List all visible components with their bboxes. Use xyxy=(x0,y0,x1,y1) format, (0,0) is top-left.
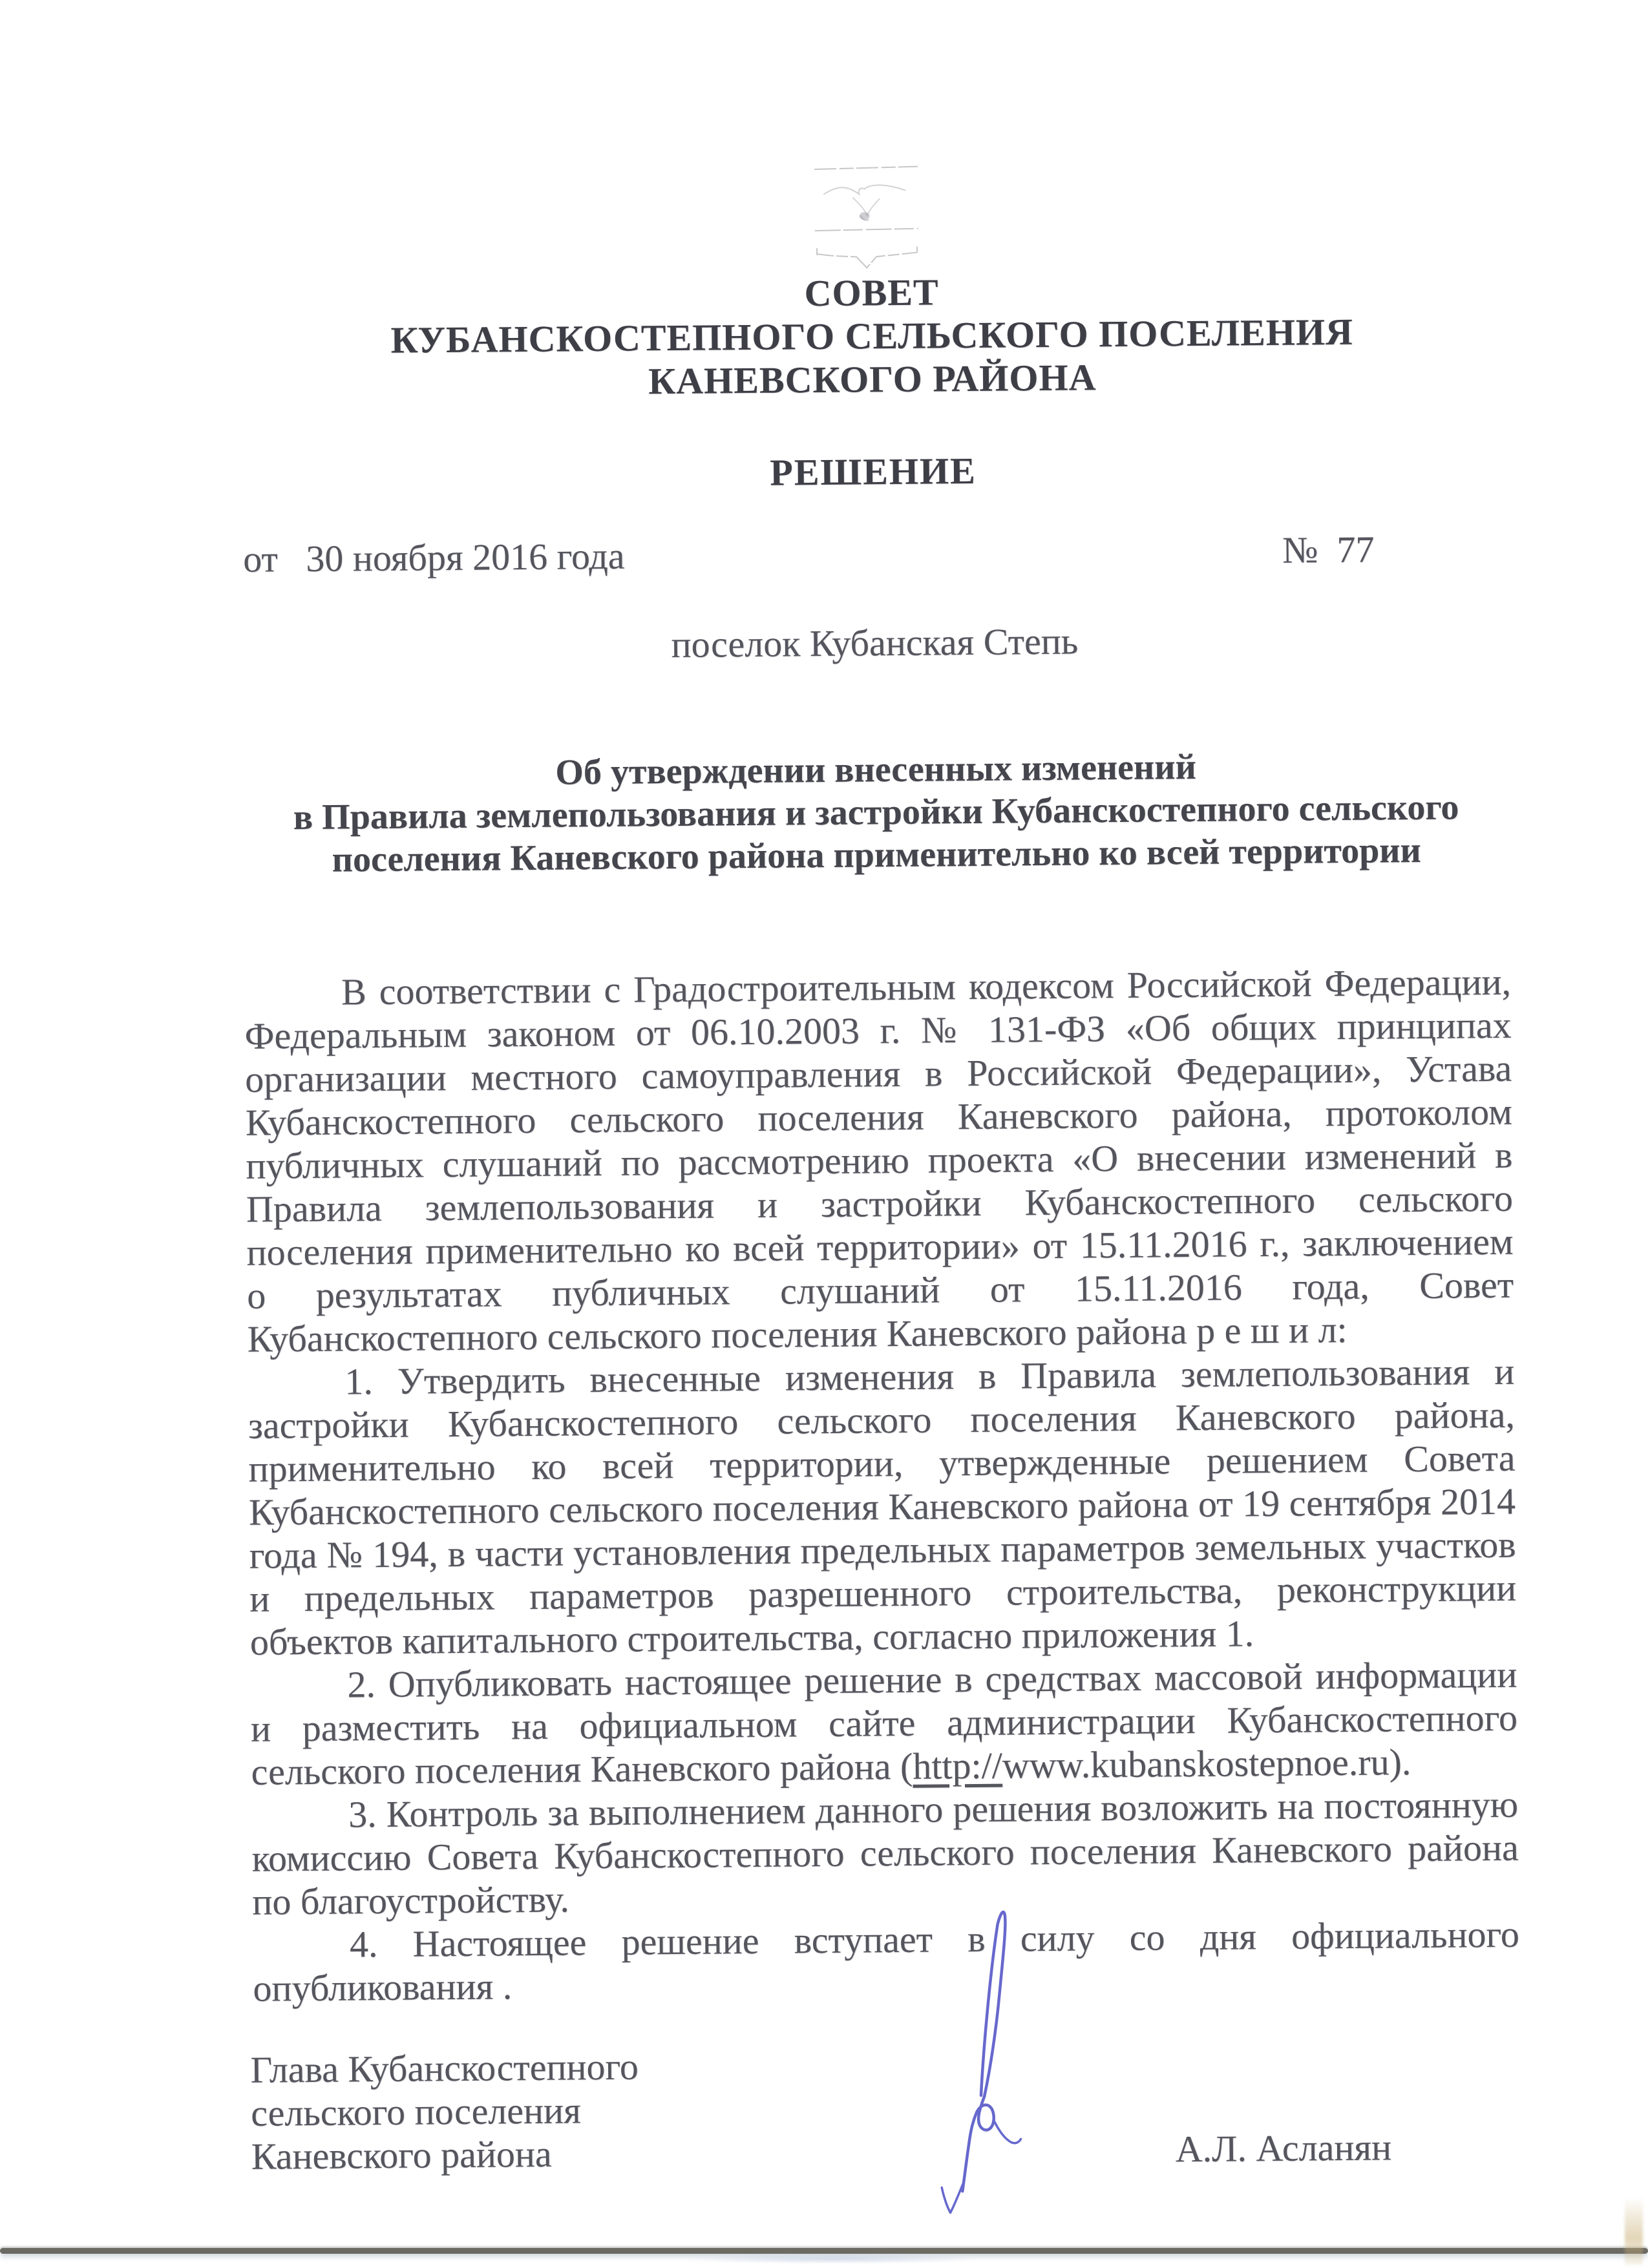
item-2-text: 2. Опубликовать настоящее решение в средствах массовой информации и разместить на официальном сайте администрации Кубанскостепного сельского поселения Каневского района ( xyxy=(250,1653,1518,1793)
doc-number: № 77 xyxy=(1282,528,1375,571)
paragraph-item-1: 1. Утвердить внесенные изменения в Правила землепользования и застройки Кубанскостепного сельского поселения Каневского района, применительно ко всей территории, утвержденные решением Совета Кубанскостепного сельского поселения Каневского района от 19 сентября 2014 года № 194, в части установления предельных параметров земельных участков и предельных параметров разрешенного строительства, реконструкции объектов капитального строительства, согласно приложения 1. xyxy=(248,1350,1517,1663)
signatory-title-block xyxy=(250,2045,639,2178)
scanner-edge-shadow xyxy=(0,2248,1648,2254)
paragraph-item-3: 3. Контроль за выполнением данного решения возложить на постоянную комиссию Совета Кубанскостепного сельского поселения Каневского района по благоустройству. xyxy=(251,1783,1519,1923)
doc-title-line2: в Правила землепользования и застройки Кубанскостепного сельского xyxy=(293,787,1459,838)
doc-title-line1: Об утверждении внесенных изменений xyxy=(555,746,1197,793)
paragraph-item-4: 4. Настоящее решение вступает в силу со дня официального опубликования . xyxy=(253,1913,1520,2010)
doc-place: поселок Кубанская Степь xyxy=(671,620,1079,666)
coat-of-arms-emblem xyxy=(807,158,925,286)
paragraph-item-2 xyxy=(250,1653,1518,1794)
doc-date: от 30 ноября 2016 года xyxy=(242,534,625,580)
website-url-underlined: http:// xyxy=(912,1744,1003,1787)
org-header xyxy=(238,266,1506,406)
signatory-name: А.Л. Асланян xyxy=(1175,2126,1392,2170)
org-header-line2: КУБАНСКОСТЕПНОГО СЕЛЬСКОГО ПОСЕЛЕНИЯ xyxy=(390,310,1354,361)
scanner-right-streak-artifact xyxy=(1625,2197,1643,2265)
signatory-title-line1: Глава Кубанскостепного xyxy=(250,2045,639,2091)
doc-title-line3: поселения Каневского района применительно ко всей территории xyxy=(332,830,1422,880)
scanner-smear-artifact xyxy=(685,2254,982,2264)
doc-body xyxy=(244,960,1520,2010)
signatory-title-line2: сельского поселения xyxy=(250,2089,581,2134)
signatory-title-line3: Каневского района xyxy=(251,2132,552,2178)
doc-title xyxy=(242,743,1510,882)
org-header-line3: КАНЕВСКОГО РАЙОНА xyxy=(648,356,1097,403)
doc-type-heading: РЕШЕНИЕ xyxy=(770,449,977,494)
org-header-line1: СОВЕТ xyxy=(804,271,939,315)
paragraph-preamble: В соответствии с Градостроительным кодексом Российской Федерации, Федеральным законом от 06.10.2003 г. № 131-ФЗ «Об общих принципах организации местного самоуправления в Российской Федерации», Устава Кубанскостепного сельского поселения Каневского района, протоколом публичных слушаний по рассмотрению проекта «О внесении изменений в Правила землепользования и застройки Кубанскостепного сельского поселения применительно ко всей территории» от 15.11.2016 г., заключением о результатах публичных слушаний от 15.11.2016 года, Совет Кубанскостепного сельского поселения Каневского района р е ш и л: xyxy=(244,960,1514,1360)
website-url-rest: www.kubanskostepnoe.ru). xyxy=(1002,1741,1411,1787)
